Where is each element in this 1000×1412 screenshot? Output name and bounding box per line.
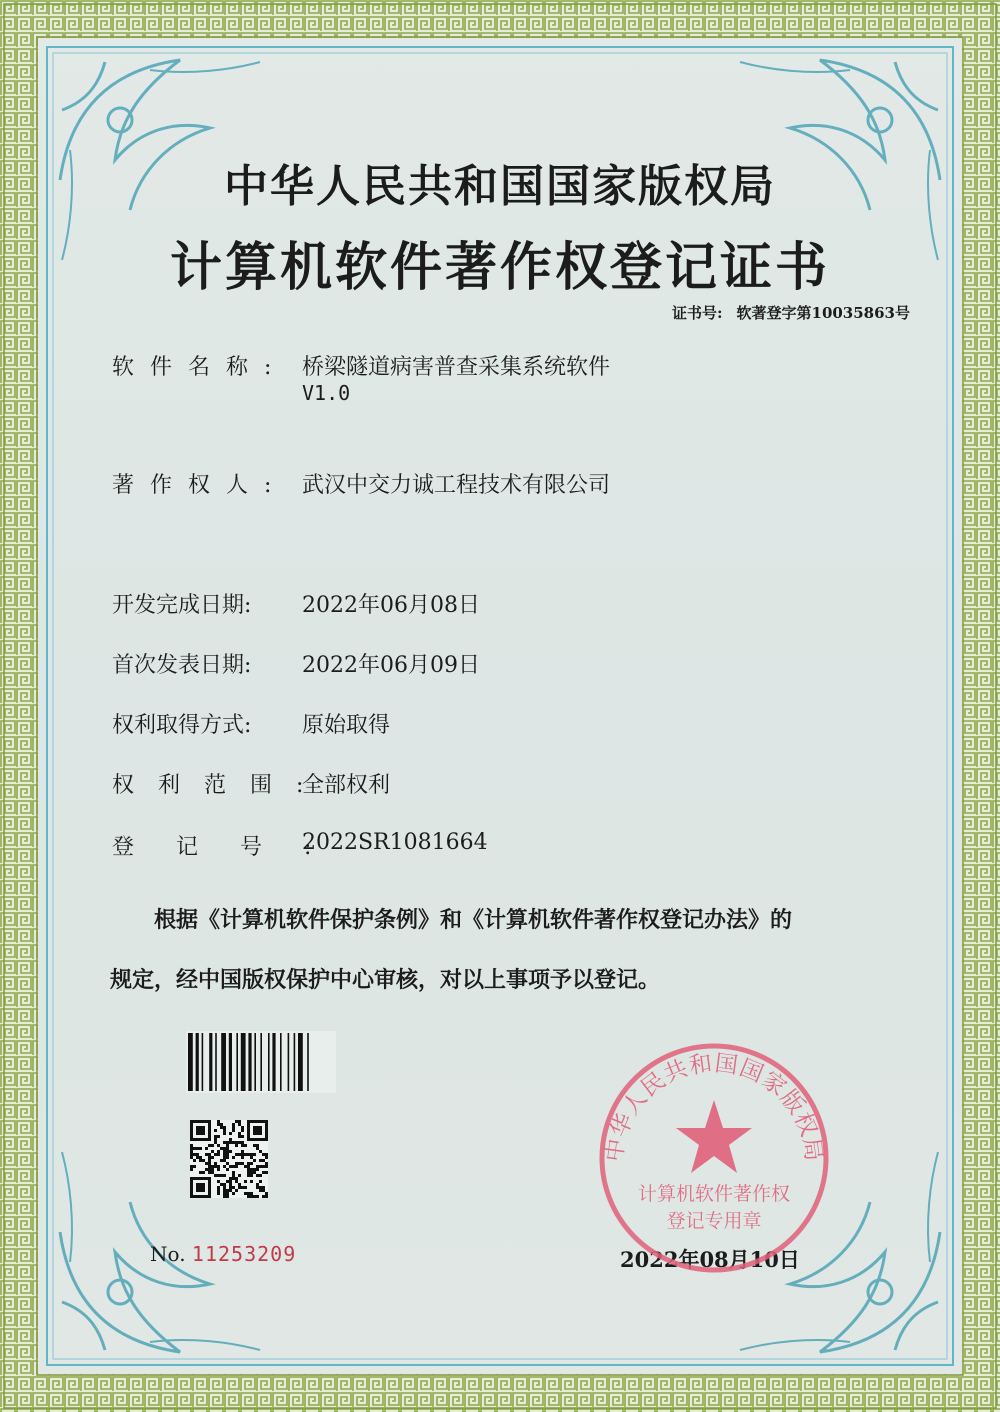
qr-module xyxy=(205,1168,208,1171)
rights-scope-value: 全部权利 xyxy=(302,773,391,798)
qr-module xyxy=(190,1147,193,1150)
qr-module xyxy=(223,1183,226,1186)
issuing-authority: 中华人民共和国国家版权局 xyxy=(224,161,776,212)
certificate-number-label: 证书号: xyxy=(671,304,723,322)
qr-module xyxy=(232,1141,235,1144)
qr-module xyxy=(217,1186,220,1189)
qr-module xyxy=(214,1138,217,1141)
qr-module xyxy=(226,1147,229,1150)
qr-module xyxy=(244,1153,247,1156)
qr-module xyxy=(238,1186,241,1189)
qr-module xyxy=(220,1126,223,1129)
qr-module xyxy=(250,1195,253,1198)
qr-module xyxy=(190,1165,193,1168)
qr-module xyxy=(244,1165,247,1168)
qr-module xyxy=(247,1165,250,1168)
barcode-bar xyxy=(221,1033,226,1091)
qr-module xyxy=(244,1186,247,1189)
serial-prefix: No. xyxy=(150,1242,186,1266)
qr-module xyxy=(217,1189,220,1192)
qr-module xyxy=(190,1153,193,1156)
qr-module xyxy=(265,1156,268,1159)
qr-module xyxy=(244,1180,247,1183)
software-name-label: 软件名称: xyxy=(112,355,288,380)
qr-module xyxy=(190,1144,193,1147)
qr-module xyxy=(229,1165,232,1168)
qr-module xyxy=(202,1159,205,1162)
statement-line-1: 根据《计算机软件保护条例》和《计算机软件著作权登记办法》的 xyxy=(154,907,793,933)
qr-module xyxy=(211,1144,214,1147)
qr-module xyxy=(232,1186,235,1189)
qr-module xyxy=(235,1162,238,1165)
qr-module xyxy=(256,1165,259,1168)
qr-module xyxy=(190,1168,193,1171)
qr-module xyxy=(244,1192,247,1195)
qr-module xyxy=(208,1165,211,1168)
qr-module xyxy=(253,1195,256,1198)
qr-module xyxy=(262,1195,265,1198)
qr-module xyxy=(211,1171,214,1174)
qr-module xyxy=(211,1168,214,1171)
qr-module xyxy=(214,1135,217,1138)
seal-ring-text: 中华人民共和国国家版权局 xyxy=(601,1050,827,1164)
qr-module xyxy=(220,1123,223,1126)
qr-module xyxy=(247,1171,250,1174)
qr-module xyxy=(232,1174,235,1177)
qr-module xyxy=(250,1174,253,1177)
barcode-bar xyxy=(236,1033,238,1091)
qr-module xyxy=(226,1189,229,1192)
qr-module xyxy=(223,1186,226,1189)
qr-module xyxy=(235,1189,238,1192)
qr-module xyxy=(223,1147,226,1150)
document-title: 计算机软件著作权登记证书 xyxy=(169,237,830,298)
issue-date: 2022年08月10日 xyxy=(620,1247,800,1272)
qr-module xyxy=(241,1135,244,1138)
barcode-bar xyxy=(288,1033,290,1091)
qr-module xyxy=(253,1159,256,1162)
qr-module xyxy=(250,1156,253,1159)
qr-module xyxy=(229,1180,232,1183)
qr-module xyxy=(241,1150,244,1153)
qr-module xyxy=(250,1153,253,1156)
qr-module xyxy=(217,1174,220,1177)
barcode-bar xyxy=(215,1033,217,1091)
qr-module xyxy=(217,1135,220,1138)
qr-module xyxy=(220,1147,223,1150)
qr-module xyxy=(229,1141,232,1144)
qr-module xyxy=(250,1168,253,1171)
qr-module xyxy=(232,1129,235,1132)
qr-module xyxy=(196,1156,199,1159)
acquisition-method-label: 权利取得方式: xyxy=(112,713,252,738)
qr-module xyxy=(214,1162,217,1165)
qr-module xyxy=(208,1159,211,1162)
qr-module xyxy=(220,1159,223,1162)
qr-module xyxy=(193,1159,196,1162)
qr-module xyxy=(262,1189,265,1192)
qr-module xyxy=(265,1171,268,1174)
qr-module xyxy=(247,1174,250,1177)
qr-module xyxy=(247,1192,250,1195)
qr-module xyxy=(241,1141,244,1144)
qr-module xyxy=(250,1180,253,1183)
qr-module xyxy=(262,1165,265,1168)
qr-module xyxy=(235,1144,238,1147)
qr-module xyxy=(256,1147,259,1150)
qr-module xyxy=(241,1153,244,1156)
qr-module xyxy=(229,1150,232,1153)
barcode-bar xyxy=(280,1033,282,1091)
first-publication-date-label: 首次发表日期: xyxy=(112,653,252,678)
qr-module xyxy=(235,1153,238,1156)
barcode-bar xyxy=(196,1033,199,1091)
acquisition-method-value: 原始取得 xyxy=(302,713,391,738)
qr-module xyxy=(232,1177,235,1180)
qr-module xyxy=(253,1153,256,1156)
qr-module xyxy=(229,1189,232,1192)
qr-module xyxy=(235,1165,238,1168)
qr-module xyxy=(217,1165,220,1168)
qr-module xyxy=(250,1192,253,1195)
qr-module xyxy=(238,1135,241,1138)
qr-module xyxy=(238,1141,241,1144)
qr-module xyxy=(232,1192,235,1195)
qr-module xyxy=(223,1195,226,1198)
barcode-bar xyxy=(241,1033,246,1091)
qr-module xyxy=(229,1138,232,1141)
dev-completion-date-value: 2022年06月08日 xyxy=(302,593,480,618)
qr-module xyxy=(265,1192,268,1195)
qr-module xyxy=(226,1141,229,1144)
qr-module xyxy=(226,1156,229,1159)
qr-module xyxy=(208,1171,211,1174)
first-publication-date-value: 2022年06月09日 xyxy=(302,653,480,678)
copyright-holder-value: 武汉中交力诚工程技术有限公司 xyxy=(302,473,611,498)
qr-module xyxy=(247,1168,250,1171)
qr-module xyxy=(214,1141,217,1144)
qr-module xyxy=(232,1123,235,1126)
qr-module xyxy=(241,1156,244,1159)
qr-module xyxy=(241,1126,244,1129)
barcode-bar xyxy=(307,1033,309,1091)
qr-code xyxy=(190,1120,268,1198)
qr-module xyxy=(235,1141,238,1144)
qr-module xyxy=(223,1192,226,1195)
qr-module xyxy=(238,1153,241,1156)
qr-module xyxy=(232,1165,235,1168)
barcode-bar xyxy=(254,1033,256,1091)
qr-module xyxy=(235,1177,238,1180)
dev-completion-date-row xyxy=(112,588,480,619)
qr-module xyxy=(262,1171,265,1174)
qr-module xyxy=(247,1195,250,1198)
qr-module xyxy=(238,1162,241,1165)
qr-module xyxy=(223,1174,226,1177)
qr-module xyxy=(238,1132,241,1135)
acquisition-method-row xyxy=(112,708,390,739)
certificate-number xyxy=(560,302,910,323)
barcode-bar xyxy=(294,1033,296,1091)
qr-module xyxy=(220,1183,223,1186)
qr-module xyxy=(262,1159,265,1162)
qr-module xyxy=(223,1129,226,1132)
barcode-bar xyxy=(209,1033,212,1091)
qr-module xyxy=(220,1174,223,1177)
qr-module xyxy=(229,1186,232,1189)
qr-module xyxy=(241,1129,244,1132)
qr-module xyxy=(223,1141,226,1144)
qr-module xyxy=(265,1195,268,1198)
qr-module xyxy=(196,1153,199,1156)
qr-module xyxy=(199,1159,202,1162)
qr-module xyxy=(217,1168,220,1171)
qr-module xyxy=(193,1165,196,1168)
qr-module xyxy=(241,1162,244,1165)
star-icon xyxy=(676,1100,752,1173)
qr-module xyxy=(208,1162,211,1165)
qr-module xyxy=(193,1153,196,1156)
qr-module xyxy=(223,1126,226,1129)
qr-module xyxy=(265,1153,268,1156)
qr-module xyxy=(253,1144,256,1147)
qr-module xyxy=(259,1174,262,1177)
qr-module xyxy=(217,1180,220,1183)
qr-module xyxy=(229,1177,232,1180)
qr-module xyxy=(250,1171,253,1174)
qr-module xyxy=(211,1150,214,1153)
qr-module xyxy=(223,1189,226,1192)
qr-module xyxy=(256,1195,259,1198)
qr-module xyxy=(253,1168,256,1171)
qr-module xyxy=(214,1174,217,1177)
qr-module xyxy=(238,1183,241,1186)
seal-line-1: 计算机软件著作权 xyxy=(637,1183,791,1205)
barcode-bar xyxy=(188,1033,193,1091)
qr-module xyxy=(223,1153,226,1156)
qr-module xyxy=(265,1165,268,1168)
qr-module xyxy=(262,1153,265,1156)
qr-module xyxy=(217,1192,220,1195)
software-name-value: 桥梁隧道病害普查采集系统软件 xyxy=(302,355,611,380)
qr-module xyxy=(232,1126,235,1129)
qr-module xyxy=(223,1165,226,1168)
qr-module xyxy=(226,1168,229,1171)
registration-number-row xyxy=(112,830,488,861)
qr-module xyxy=(217,1150,220,1153)
statement-line-2: 规定，经中国版权保护中心审核，对以上事项予以登记。 xyxy=(110,967,661,993)
software-name-row xyxy=(112,350,610,406)
qr-module xyxy=(259,1186,262,1189)
qr-module xyxy=(217,1144,220,1147)
qr-module xyxy=(238,1120,241,1123)
qr-module xyxy=(262,1186,265,1189)
barcode-bar xyxy=(298,1033,303,1091)
registration-number-value: 2022SR1081664 xyxy=(302,830,488,855)
software-version-value: V1.0 xyxy=(302,381,351,405)
qr-module xyxy=(256,1174,259,1177)
rights-scope-label: 权利范围: xyxy=(112,773,328,798)
qr-module xyxy=(247,1162,250,1165)
rights-scope-row xyxy=(112,768,390,799)
qr-module xyxy=(226,1153,229,1156)
official-seal-stamp xyxy=(596,1040,832,1276)
qr-module xyxy=(223,1150,226,1153)
qr-module xyxy=(217,1153,220,1156)
barcode-bar xyxy=(202,1033,204,1091)
qr-module xyxy=(259,1159,262,1162)
qr-module xyxy=(265,1162,268,1165)
qr-module xyxy=(235,1180,238,1183)
qr-module xyxy=(226,1144,229,1147)
qr-module xyxy=(217,1120,220,1123)
registration-statement xyxy=(110,890,910,1010)
qr-module xyxy=(259,1180,262,1183)
qr-module xyxy=(259,1189,262,1192)
qr-module xyxy=(226,1180,229,1183)
qr-module xyxy=(253,1171,256,1174)
qr-module xyxy=(244,1144,247,1147)
barcode-bar xyxy=(272,1033,275,1091)
certificate-number-value: 软著登字第10035863号 xyxy=(736,304,910,322)
qr-module xyxy=(256,1186,259,1189)
qr-module xyxy=(199,1156,202,1159)
qr-module xyxy=(199,1171,202,1174)
qr-module xyxy=(211,1165,214,1168)
qr-module xyxy=(241,1186,244,1189)
dev-completion-date-label: 开发完成日期: xyxy=(112,593,252,618)
copyright-holder-row xyxy=(112,468,610,499)
qr-module xyxy=(259,1165,262,1168)
qr-module xyxy=(241,1144,244,1147)
qr-module xyxy=(190,1150,193,1153)
qr-module xyxy=(208,1144,211,1147)
qr-module xyxy=(205,1153,208,1156)
serial-number xyxy=(150,1242,296,1266)
qr-module xyxy=(223,1159,226,1162)
qr-module xyxy=(214,1129,217,1132)
qr-module xyxy=(214,1165,217,1168)
qr-module xyxy=(223,1132,226,1135)
qr-module xyxy=(226,1192,229,1195)
seal-line-2: 登记专用章 xyxy=(666,1210,762,1232)
qr-module xyxy=(205,1147,208,1150)
qr-module xyxy=(232,1156,235,1159)
qr-module xyxy=(205,1162,208,1165)
qr-module xyxy=(226,1150,229,1153)
qr-module xyxy=(202,1171,205,1174)
qr-module xyxy=(256,1144,259,1147)
barcode xyxy=(186,1031,336,1093)
qr-module xyxy=(247,1153,250,1156)
qr-module xyxy=(214,1153,217,1156)
barcode-bar xyxy=(268,1033,270,1091)
qr-module xyxy=(259,1150,262,1153)
qr-module xyxy=(211,1156,214,1159)
qr-module xyxy=(256,1168,259,1171)
qr-module xyxy=(208,1153,211,1156)
qr-module xyxy=(223,1156,226,1159)
barcode-bar xyxy=(229,1033,232,1091)
qr-module xyxy=(238,1174,241,1177)
qr-module xyxy=(226,1162,229,1165)
registration-number-label: 登记号: xyxy=(112,835,354,860)
qr-module xyxy=(208,1168,211,1171)
qr-module xyxy=(193,1147,196,1150)
qr-module xyxy=(229,1183,232,1186)
qr-module xyxy=(208,1156,211,1159)
barcode-bar xyxy=(248,1033,251,1091)
barcode-bar xyxy=(260,1033,262,1091)
qr-module xyxy=(235,1120,238,1123)
qr-module xyxy=(232,1171,235,1174)
qr-module xyxy=(229,1132,232,1135)
qr-module xyxy=(256,1183,259,1186)
qr-module xyxy=(217,1123,220,1126)
copyright-holder-label: 著作权人: xyxy=(112,473,288,498)
qr-module xyxy=(199,1147,202,1150)
qr-module xyxy=(250,1162,253,1165)
first-publication-date-row xyxy=(112,648,480,679)
qr-module xyxy=(226,1195,229,1198)
qr-module xyxy=(190,1156,193,1159)
qr-module xyxy=(238,1123,241,1126)
serial-value: 11253209 xyxy=(191,1242,297,1266)
qr-module xyxy=(196,1147,199,1150)
